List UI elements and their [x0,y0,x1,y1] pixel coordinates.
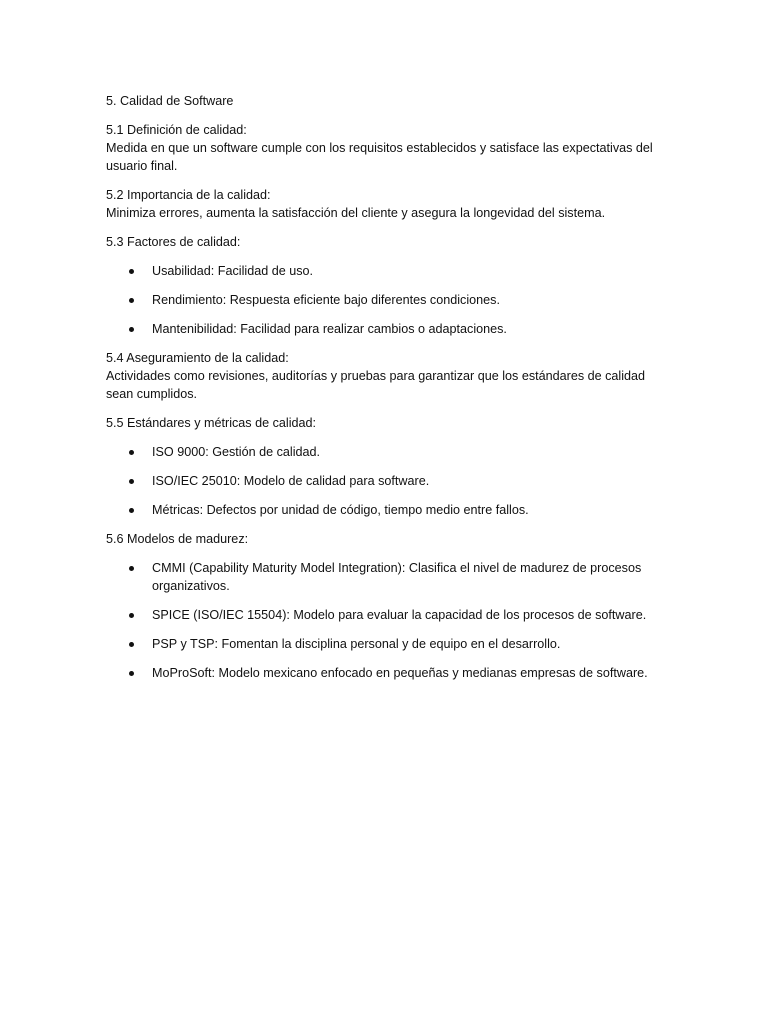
list-item-text: ISO 9000: Gestión de calidad. [152,445,321,459]
section-heading: 5.3 Factores de calidad: [106,235,241,249]
list-item-text: ISO/IEC 25010: Modelo de calidad para software. [152,474,430,488]
list-item [106,501,666,519]
list-item-text: Rendimiento: Respuesta eficiente bajo diferentes condiciones. [152,293,500,307]
list-item [106,606,666,624]
section-heading: 5.1 Definición de calidad: [106,123,247,137]
section-body: Medida en que un software cumple con los requisitos establecidos y satisface las expectativas del usuario final. [106,141,653,173]
section-heading: 5.4 Aseguramiento de la calidad: [106,351,289,365]
list-item-text: SPICE (ISO/IEC 15504): Modelo para evaluar la capacidad de los procesos de software. [152,608,647,622]
bullet-icon [129,298,134,303]
list-item-text: Mantenibilidad: Facilidad para realizar cambios o adaptaciones. [152,322,507,336]
list-item-text: PSP y TSP: Fomentan la disciplina personal y de equipo en el desarrollo. [152,637,561,651]
section-factores [106,233,666,251]
section-madurez [106,530,666,548]
section-heading: 5.6 Modelos de madurez: [106,532,249,546]
list-item [106,320,666,338]
bullet-icon [129,642,134,647]
list-item-text: Usabilidad: Facilidad de uso. [152,264,314,278]
document-title: 5. Calidad de Software [106,94,234,108]
bullet-icon [129,671,134,676]
section-body: Minimiza errores, aumenta la satisfacción del cliente y asegura la longevidad del sistema. [106,206,606,220]
bullet-list-factores [106,262,666,338]
list-item [106,291,666,309]
section-body: Actividades como revisiones, auditorías y pruebas para garantizar que los estándares de calidad sean cumplidos. [106,369,646,401]
section-heading: 5.5 Estándares y métricas de calidad: [106,416,317,430]
list-item [106,443,666,461]
list-item [106,262,666,280]
bullet-list-estandares [106,443,666,519]
list-item-text: CMMI (Capability Maturity Model Integration): Clasifica el nivel de madurez de procesos organizativos. [152,561,642,593]
list-item-text: MoProSoft: Modelo mexicano enfocado en pequeñas y medianas empresas de software. [152,666,648,680]
list-item-text: Métricas: Defectos por unidad de código, tiempo medio entre fallos. [152,503,529,517]
list-item [106,559,666,595]
section-aseguramiento [106,349,666,403]
section-importancia [106,186,666,222]
bullet-icon [129,613,134,618]
list-item [106,635,666,653]
bullet-icon [129,479,134,484]
list-item [106,664,666,682]
document-page [106,92,666,693]
section-definicion [106,121,666,175]
section-estandares [106,414,666,432]
bullet-icon [129,450,134,455]
bullet-icon [129,269,134,274]
bullet-icon [129,327,134,332]
list-item [106,472,666,490]
section-heading: 5.2 Importancia de la calidad: [106,188,271,202]
bullet-list-madurez [106,559,666,682]
bullet-icon [129,508,134,513]
bullet-icon [129,566,134,571]
